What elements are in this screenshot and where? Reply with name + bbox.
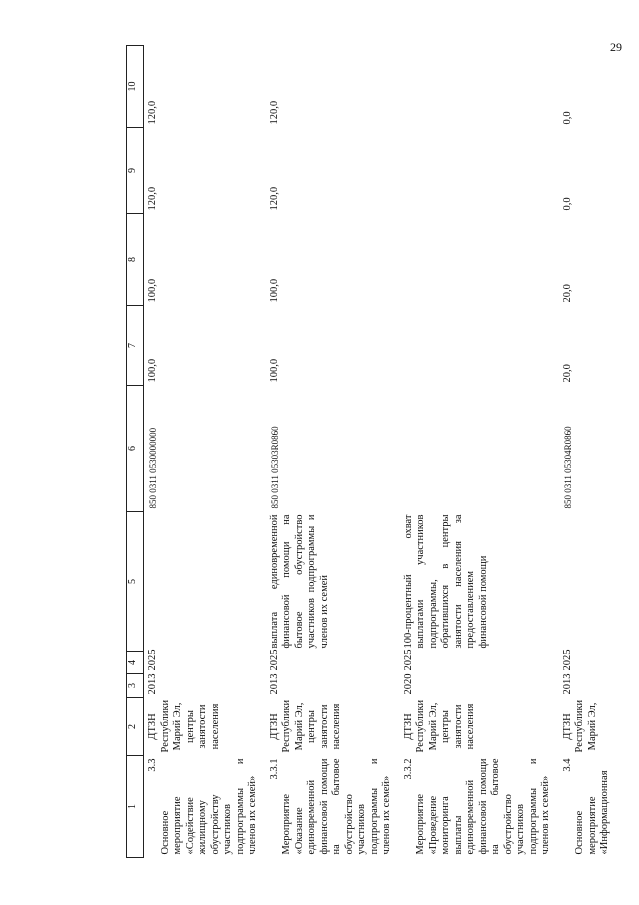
value-col7-cell: 100,0 (268, 358, 280, 383)
activity-number: 3.3.2 (402, 758, 414, 780)
header-cell-10: 10 (127, 46, 144, 128)
value-col7-cell (400, 306, 559, 386)
end-year-cell: 2025 (561, 649, 573, 671)
executor-cell: ДТЗН Республики Марий Эл, центры занятости населения (268, 699, 342, 753)
value-col7-cell: 100,0 (147, 358, 158, 383)
value-col10-cell (400, 46, 559, 128)
end-year-cell: 2025 (147, 649, 158, 671)
header-cell-2: 2 (127, 698, 144, 756)
header-cell-5: 5 (127, 512, 144, 652)
header-cell-7: 7 (127, 306, 144, 386)
header-cell-4: 4 (127, 652, 144, 674)
activity-name-cell (400, 756, 559, 858)
activity-name-cell (266, 756, 400, 858)
budget-code-cell: 850 0311 0530000000 (148, 427, 158, 509)
header-cell-1: 1 (127, 756, 144, 858)
page-number: 29 (610, 40, 622, 54)
executor-cell: ДТЗН Республики Марий Эл, центры занятости населения (402, 699, 476, 753)
header-cell-8: 8 (127, 214, 144, 306)
activity-name: Мероприятие «Проведение мониторинга выплаты единовременной финансовой помощи на бытовое обустройство участников подпрограммы и членов их семей» (415, 758, 551, 855)
activity-number: 3.3 (147, 758, 158, 772)
value-col10-cell: 120,0 (147, 100, 158, 125)
table-row (400, 46, 559, 858)
executor-cell: ДТЗН Республики Марий Эл, (561, 699, 598, 753)
result-cell (144, 512, 266, 652)
activity-name: Основное мероприятие «Содействие жилищному обустройству участников подпрограммы и членов их семей» (159, 758, 258, 855)
rotated-table-container (126, 46, 610, 858)
value-col9-cell: 0,0 (561, 197, 573, 211)
activity-name: Мероприятие «Оказание единовременной финансовой помощи на бытовое обустройство участников подпрограммы и членов их семей» (281, 758, 392, 855)
start-year-cell: 2013 (268, 673, 280, 695)
value-col9-cell: 120,0 (147, 186, 158, 211)
value-col9-cell: 120,0 (268, 186, 280, 211)
result-cell: 100-процентный охват выплатами участников подпрограммы, обратившихся в центры занятости населения за предоставлением финансовой помощи (402, 514, 489, 649)
activity-number: 3.4 (561, 758, 573, 772)
value-col8-cell (400, 214, 559, 306)
activity-number: 3.3.1 (268, 758, 280, 780)
activity-name-cell (559, 756, 612, 858)
result-cell: выплата единовременной финансовой помощи на бытовое обустройство участников подпрограммы и членов их семей (268, 514, 330, 649)
start-year-cell: 2020 (402, 673, 414, 695)
budget-code-cell: 850 0311 05303R0860 (269, 426, 280, 509)
start-year-cell: 2013 (147, 673, 158, 695)
table-row (559, 46, 612, 858)
table-row (266, 46, 400, 858)
end-year-cell: 2025 (402, 649, 414, 671)
activity-name-cell (144, 756, 266, 858)
activity-name: Основное мероприятие «Информационная (574, 770, 610, 855)
program-activities-table (126, 45, 612, 858)
table-row (144, 46, 266, 858)
start-year-cell: 2013 (561, 673, 573, 695)
value-col7-cell: 20,0 (561, 364, 573, 383)
value-col8-cell: 20,0 (561, 284, 573, 303)
header-row (127, 46, 144, 858)
value-col8-cell: 100,0 (147, 278, 158, 303)
value-col10-cell: 120,0 (268, 100, 280, 125)
end-year-cell: 2025 (268, 649, 280, 671)
budget-code-cell (400, 386, 559, 512)
header-cell-9: 9 (127, 128, 144, 214)
result-cell (559, 512, 612, 652)
header-cell-6: 6 (127, 386, 144, 512)
value-col9-cell (400, 128, 559, 214)
budget-code-cell: 850 0311 05304R0860 (562, 426, 573, 509)
header-cell-3: 3 (127, 674, 144, 698)
value-col10-cell: 0,0 (561, 111, 573, 125)
value-col8-cell: 100,0 (268, 278, 280, 303)
executor-cell: ДТЗН Республики Марий Эл, центры занятости населения (147, 699, 221, 753)
